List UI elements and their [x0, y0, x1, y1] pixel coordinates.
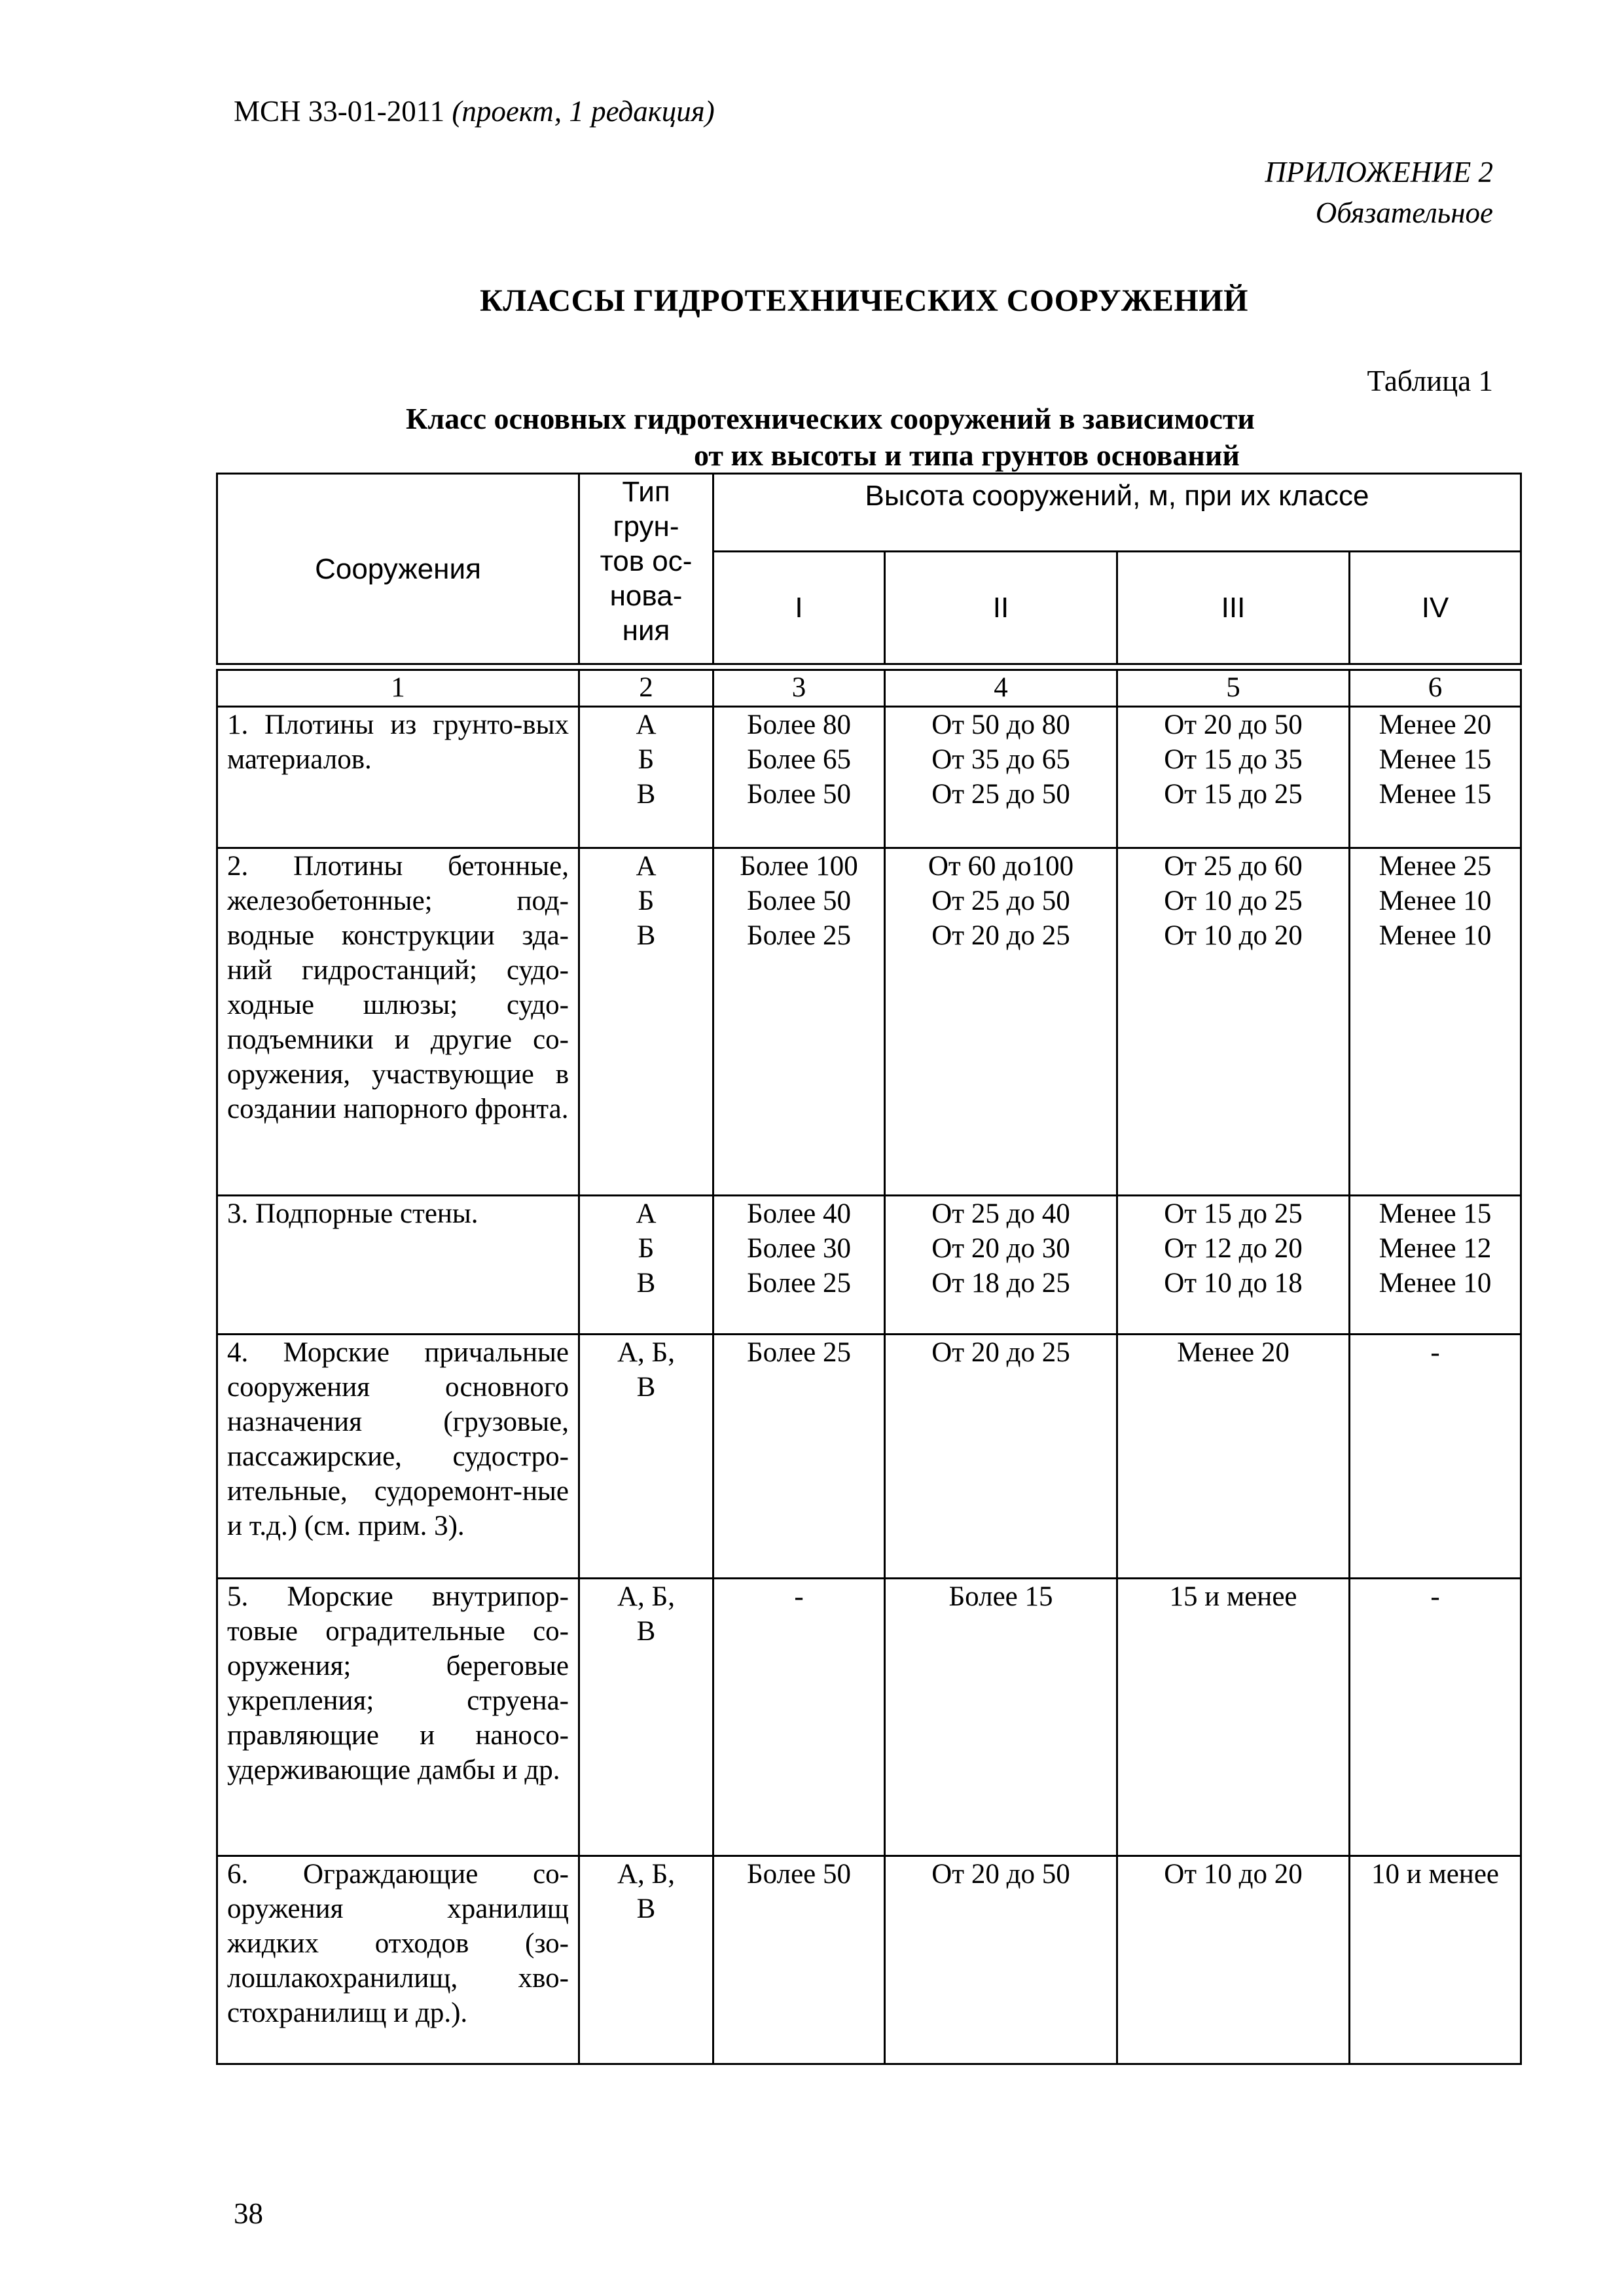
row-class-2: Более 15 [885, 1579, 1117, 1856]
column-numbers-row [217, 670, 1521, 707]
row-class-2: От 25 до 40 От 20 до 30 От 18 до 25 [885, 1196, 1117, 1335]
row-soil-type: А Б В [579, 707, 713, 848]
row-class-3: От 15 до 25 От 12 до 20 От 10 до 18 [1117, 1196, 1350, 1335]
column-number: 6 [1350, 670, 1521, 707]
row-class-2: От 20 до 50 [885, 1856, 1117, 2064]
row-class-4: Менее 20 Менее 15 Менее 15 [1350, 707, 1521, 848]
table-row [217, 1579, 1521, 1856]
row-class-1: Более 100 Более 50 Более 25 [713, 848, 885, 1196]
appendix-block [1265, 152, 1493, 233]
table-number: Таблица 1 [1367, 365, 1493, 397]
table-caption [406, 401, 1335, 474]
document-code: МСН 33-01-2011 [234, 95, 445, 128]
row-class-2: От 50 до 80 От 35 до 65 От 25 до 50 [885, 707, 1117, 848]
header-structures: Сооружения [217, 474, 579, 664]
row-class-4: - [1350, 1579, 1521, 1856]
table-header [216, 473, 1522, 665]
row-soil-type: А, Б, В [579, 1856, 713, 2064]
main-title: КЛАССЫ ГИДРОТЕХНИЧЕСКИХ СООРУЖЕНИЙ [480, 283, 1248, 318]
row-class-2: От 60 до100 От 25 до 50 От 20 до 25 [885, 848, 1117, 1196]
row-soil-type: А Б В [579, 848, 713, 1196]
row-class-2: От 20 до 25 [885, 1335, 1117, 1579]
row-class-4: Менее 15 Менее 12 Менее 10 [1350, 1196, 1521, 1335]
row-soil-type: А Б В [579, 1196, 713, 1335]
header-class-2: II [885, 552, 1117, 664]
row-structure-name: 6. Ограждающие со-оружения хранилищ жидких отходов (зо-лошлакохранилищ, хво-стохранилищ и др.). [217, 1856, 579, 2064]
row-soil-type: А, Б, В [579, 1335, 713, 1579]
row-class-3: От 25 до 60 От 10 до 25 От 10 до 20 [1117, 848, 1350, 1196]
table-row [217, 1196, 1521, 1335]
column-number: 3 [713, 670, 885, 707]
table-caption-line1: Класс основных гидротехнических сооружений в зависимости [406, 402, 1255, 435]
table-caption-line2: от их высоты и типа грунтов оснований [694, 439, 1240, 472]
row-soil-type: А, Б, В [579, 1579, 713, 1856]
row-class-3: От 10 до 20 [1117, 1856, 1350, 2064]
row-class-1: Более 25 [713, 1335, 885, 1579]
column-number: 4 [885, 670, 1117, 707]
header-class-3: III [1117, 552, 1350, 664]
row-class-4: - [1350, 1335, 1521, 1579]
table-body [216, 669, 1522, 2065]
row-class-1: - [713, 1579, 885, 1856]
appendix-status: Обязательное [1315, 196, 1493, 229]
appendix-title: ПРИЛОЖЕНИЕ 2 [1265, 156, 1493, 188]
column-number: 1 [217, 670, 579, 707]
page-number: 38 [234, 2197, 263, 2230]
document-header [234, 92, 715, 131]
row-structure-name: 3. Подпорные стены. [217, 1196, 579, 1335]
row-class-1: Более 40 Более 30 Более 25 [713, 1196, 885, 1335]
document-edition: (проект, 1 редакция) [452, 95, 715, 128]
row-structure-name: 4. Морские причальные сооружения основного назначения (грузовые, пассажирские, судостро-ительные, судоремонт-ные и т.д.) (см. прим. 3). [217, 1335, 579, 1579]
row-structure-name: 5. Морские внутрипор-товые оградительные со-оружения; береговые укрепления; струена-правляющие и наносо-удерживающие дамбы и др. [217, 1579, 579, 1856]
table-row [217, 1856, 1521, 2064]
header-class-1: I [713, 552, 885, 664]
row-structure-name: 1. Плотины из грунто-вых материалов. [217, 707, 579, 848]
header-height-group: Высота сооружений, м, при их классе [713, 474, 1521, 552]
table-row [217, 848, 1521, 1196]
row-class-3: 15 и менее [1117, 1579, 1350, 1856]
row-class-1: Более 50 [713, 1856, 885, 2064]
row-structure-name: 2. Плотины бетонные, железобетонные; под-водные конструкции зда-ний гидростанций; судо-ходные шлюзы; судо-подъемники и другие со-оружения, участвующие в создании напорного фронта. [217, 848, 579, 1196]
column-number: 2 [579, 670, 713, 707]
header-soil-type: Тип грун- тов ос- нова- ния [579, 474, 713, 664]
column-number: 5 [1117, 670, 1350, 707]
table-row [217, 1335, 1521, 1579]
table-row [217, 707, 1521, 848]
row-class-3: Менее 20 [1117, 1335, 1350, 1579]
row-class-3: От 20 до 50 От 15 до 35 От 15 до 25 [1117, 707, 1350, 848]
header-class-4: IV [1350, 552, 1521, 664]
row-class-1: Более 80 Более 65 Более 50 [713, 707, 885, 848]
row-class-4: 10 и менее [1350, 1856, 1521, 2064]
row-class-4: Менее 25 Менее 10 Менее 10 [1350, 848, 1521, 1196]
